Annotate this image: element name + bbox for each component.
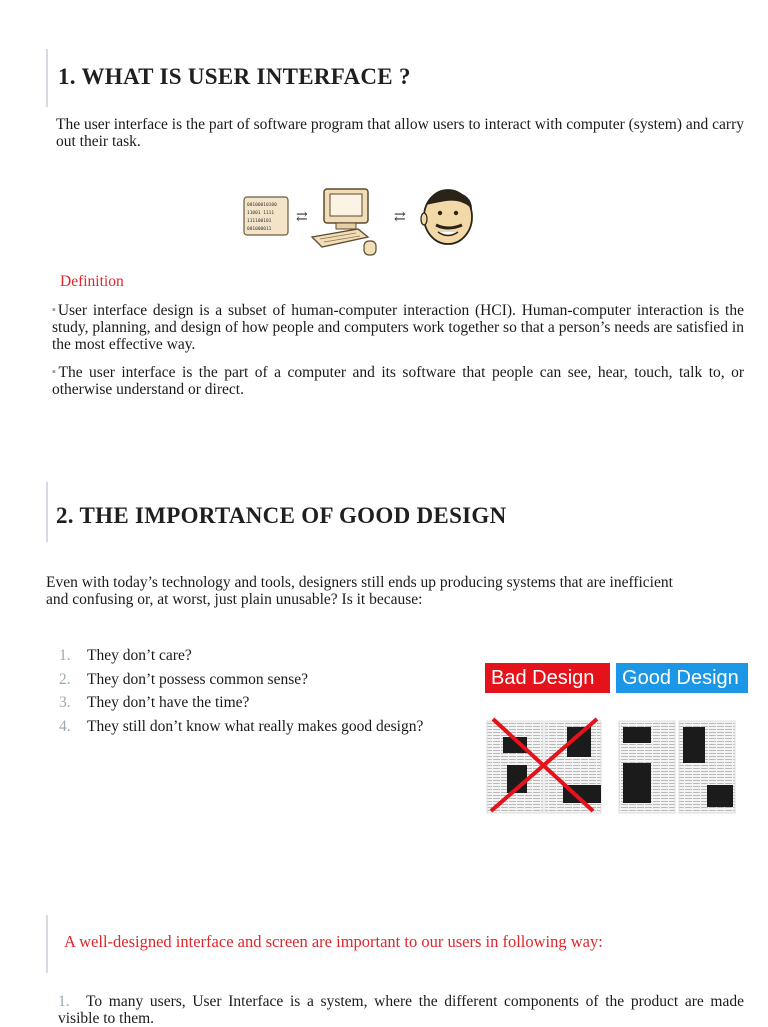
person-face-icon xyxy=(421,190,472,244)
list-item: 1. They don’t care? xyxy=(59,647,192,664)
list-item: 4. They still don’t know what really makes good design? xyxy=(59,717,424,735)
list-item: 1. To many users, User Interface is a system, where the different components of the product are made visible to them. xyxy=(58,993,744,1027)
binary-data-icon xyxy=(244,197,288,235)
bullet-icon: ▪ xyxy=(52,304,58,316)
computer-icon xyxy=(312,189,376,255)
section-1-accent-bar xyxy=(46,49,48,107)
definition-bullet-2: ▪The user interface is the part of a computer and its software that people can see, hear, touch, talk to, or otherwise understand or direct. xyxy=(52,364,744,398)
design-comparison-banner xyxy=(485,663,748,693)
good-design-label: Good Design xyxy=(616,663,748,693)
exchange-arrow-icon: ⇄ xyxy=(394,210,406,225)
definition-bullet-1: ▪User interface design is a subset of human-computer interaction (HCI). Human-computer interaction is the study, planning, and design of how people and computers work together so that a person’s needs are satisfied in the most effective way. xyxy=(52,302,744,353)
ui-illustration xyxy=(240,185,480,265)
bad-design-pages xyxy=(487,719,601,813)
svg-text:001000011: 001000011 xyxy=(247,227,272,232)
design-comparison-svg xyxy=(485,713,748,818)
design-comparison-image xyxy=(485,713,748,818)
definition-label: Definition xyxy=(60,273,124,290)
svg-text:11001 1111: 11001 1111 xyxy=(247,211,275,216)
section-2-intro: Even with today’s technology and tools, designers still ends up producing systems that are inefficient and confusing or, at worst, just plain unusable? Is it because: xyxy=(46,574,673,608)
section-2-title: 2. THE IMPORTANCE OF GOOD DESIGN xyxy=(56,503,507,528)
bullet-icon: ▪ xyxy=(52,366,59,378)
list-item: 3. They don’t have the time? xyxy=(59,694,250,711)
section-1-title: 1. WHAT IS USER INTERFACE ? xyxy=(58,64,411,89)
good-design-pages xyxy=(619,721,735,813)
bad-design-label: Bad Design xyxy=(485,663,610,693)
exchange-arrow-icon: ⇄ xyxy=(296,210,308,225)
ui-illustration-svg xyxy=(240,185,480,265)
section-3-heading: A well-designed interface and screen are important to our users in following way: xyxy=(64,932,603,951)
section-2-accent-bar xyxy=(46,482,48,542)
svg-text:00100010100: 00100010100 xyxy=(247,203,277,208)
reasons-list xyxy=(59,644,423,738)
list-item: 2. They don’t possess common sense? xyxy=(59,670,308,688)
svg-text:111100101: 111100101 xyxy=(247,219,272,224)
section-1-intro: The user interface is the part of software program that allow users to interact with computer (system) and carry out their task. xyxy=(56,116,744,150)
section-3-accent-bar xyxy=(46,915,48,973)
